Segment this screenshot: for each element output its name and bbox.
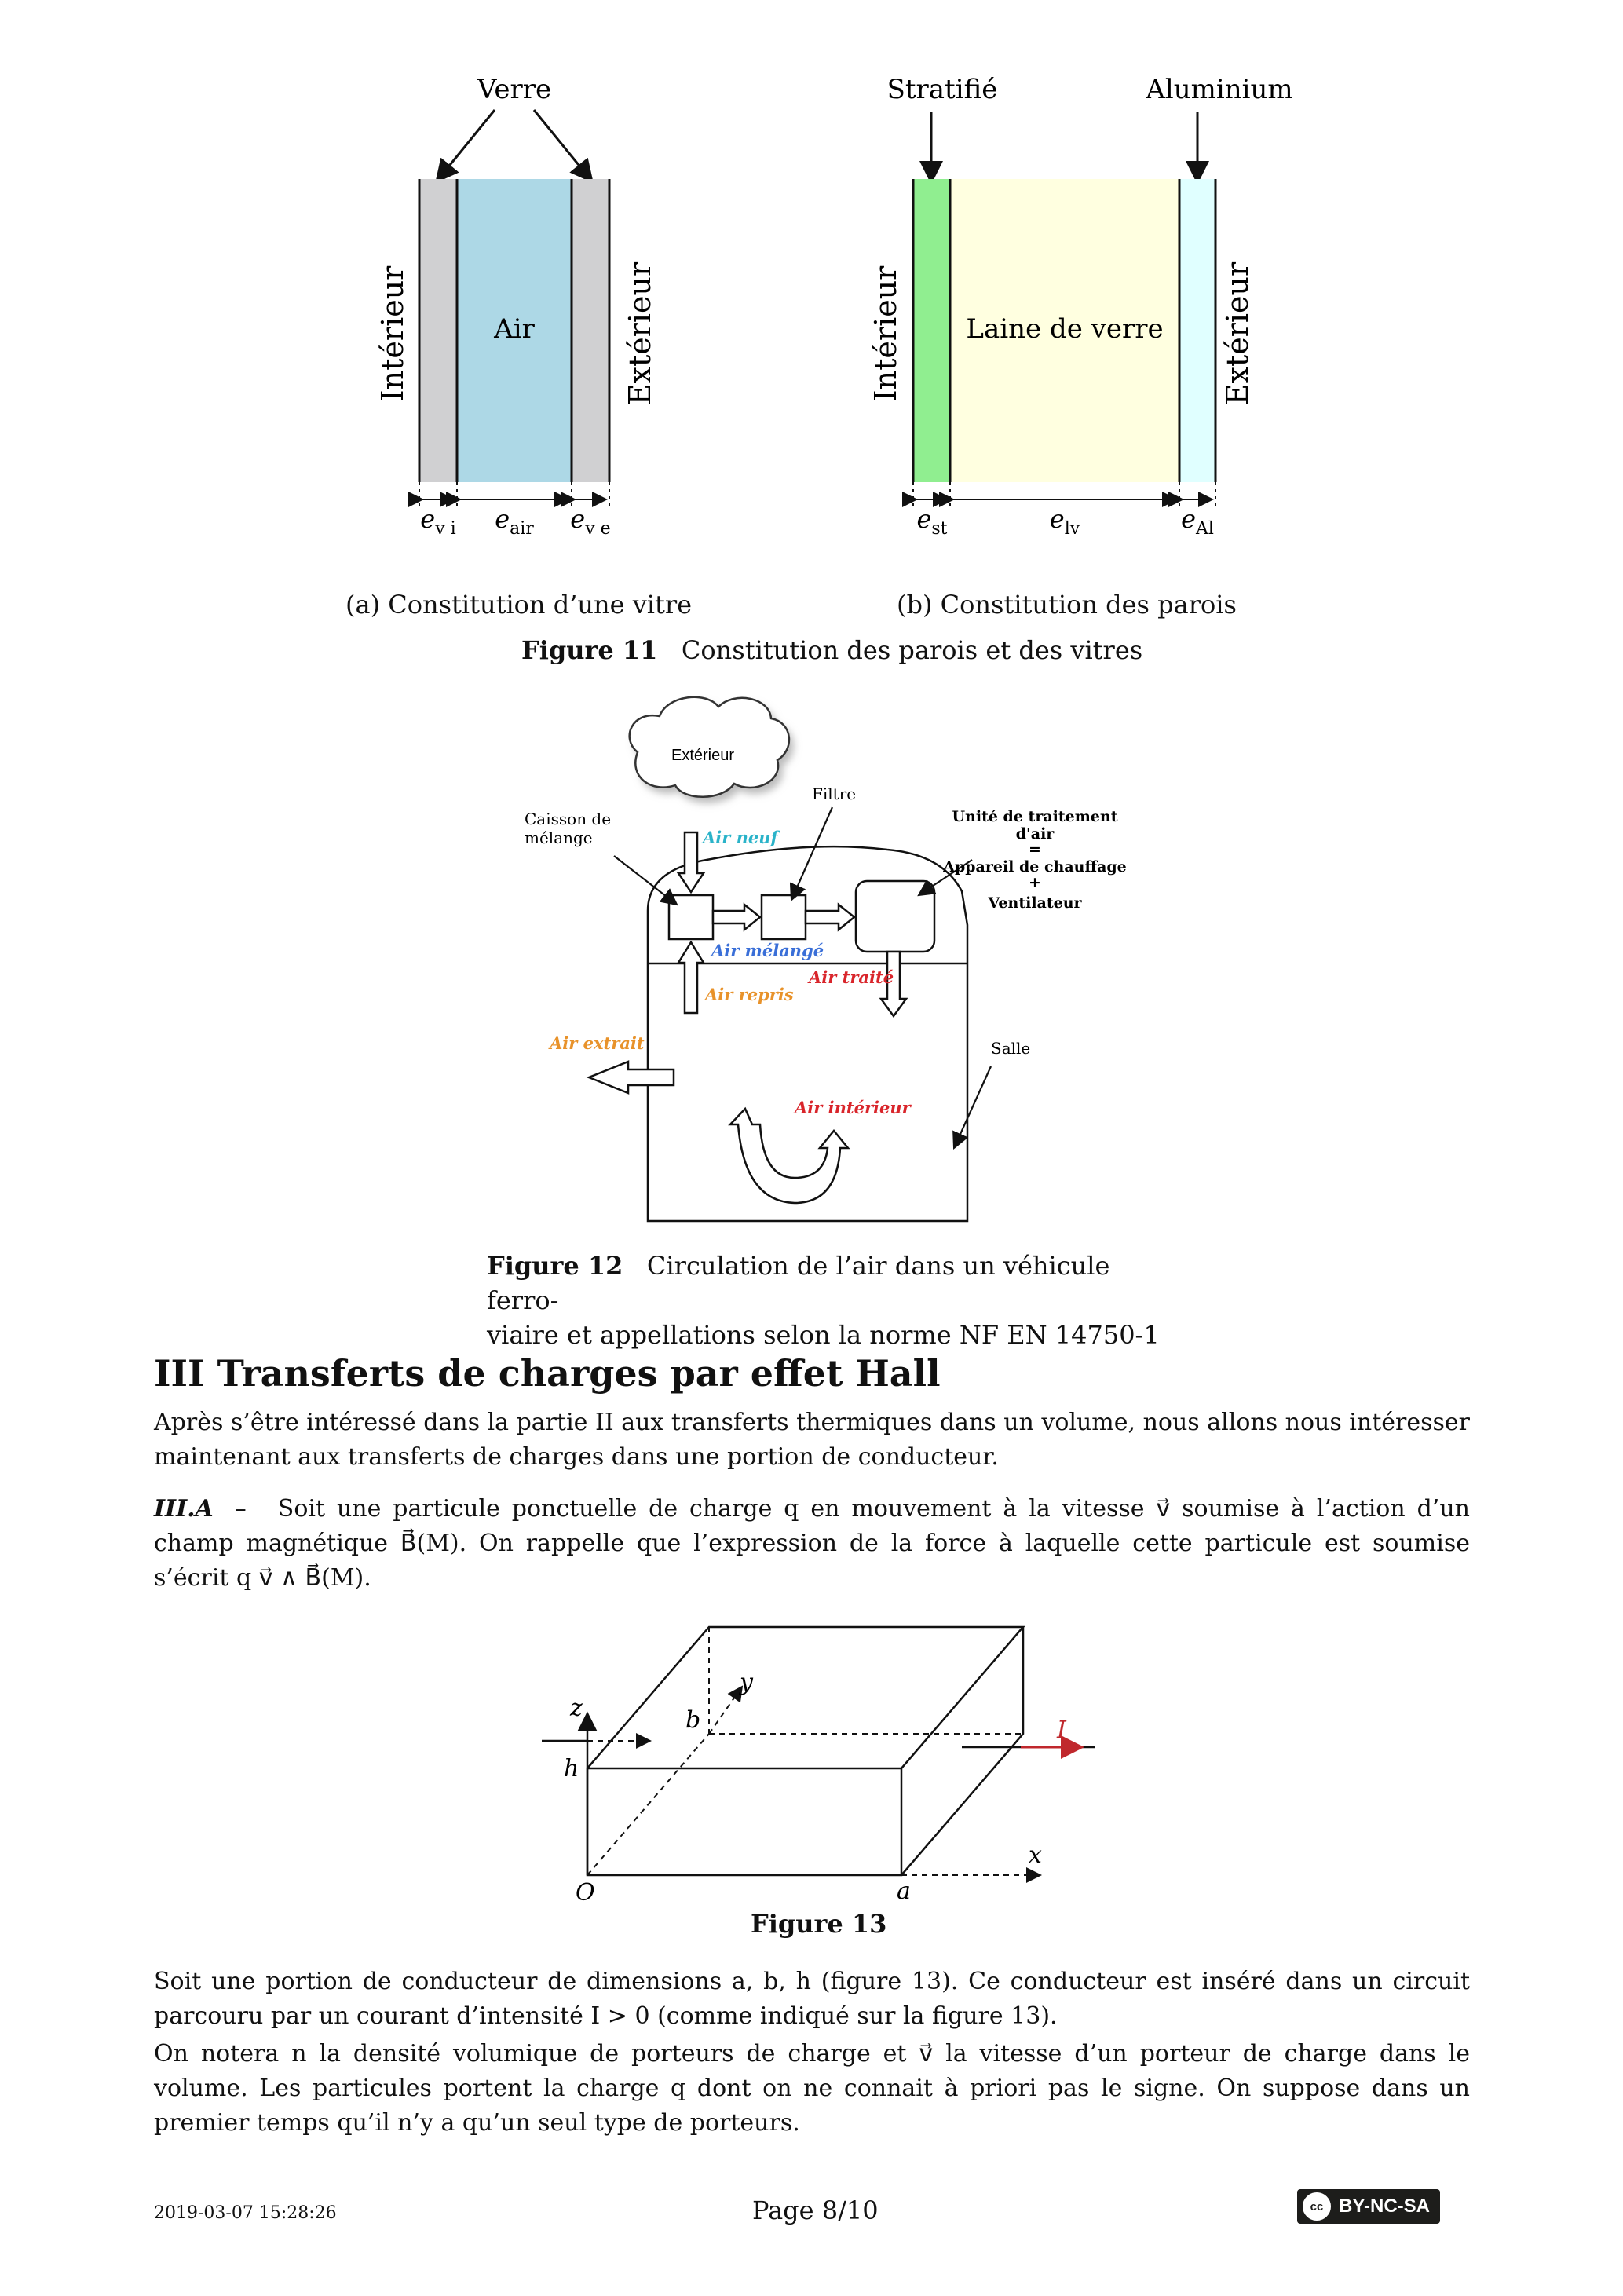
air-label: Air [494, 313, 535, 345]
y-axis [709, 1687, 742, 1734]
h-label: h [564, 1755, 579, 1782]
aluminium-label: Aluminium [1146, 74, 1293, 105]
verre-arrow-right [534, 110, 592, 181]
figure-12-caption-label: Figure 12 [487, 1251, 623, 1281]
paroi-interieur-label: Intérieur [868, 265, 903, 402]
unit-label-4: Appareil de chauffage [943, 858, 1127, 876]
filtre-label: Filtre [811, 784, 857, 803]
paragraph-1: Soit une portion de conducteur de dimensions a, b, h (figure 13). Ce conducteur est inséré dans un circuit parcouru par un courant d’intensité I > 0 (comme indiqué sur la figure 13). [154, 1968, 1470, 2030]
air-extrait-label: Air extrait [550, 1033, 645, 1053]
caisson-label-1: Caisson de [525, 810, 612, 828]
cloud-label: Extérieur [671, 747, 735, 764]
laine-verre-label: Laine de verre [966, 313, 1164, 345]
unit-label-1: Unité de traitement [952, 808, 1118, 825]
section-intro: Après s’être intéressé dans la partie II aux transferts thermiques dans un volume, nous allons nous intéresser maintenant aux transferts de charges dans une portion de conducteur. [154, 1409, 1470, 1471]
filtre-pointer [791, 807, 832, 900]
y-label: y [740, 1669, 753, 1696]
cc-icon: cc [1303, 2192, 1331, 2221]
stratifie-label: Stratifié [886, 74, 998, 105]
exterieur-cloud [630, 697, 794, 803]
question-dash: – [234, 1495, 247, 1523]
dim-est: $e_{st}$ [916, 504, 948, 539]
figure-11b-caption: (b) Constitution des parois [897, 590, 1237, 620]
origin-label: O [576, 1879, 595, 1907]
section-title: III Transferts de charges par effet Hall [154, 1352, 941, 1395]
unit-label-3: = [1029, 841, 1041, 858]
air-repris-arrow [678, 942, 704, 1013]
figure-11-diagram [0, 0, 1623, 597]
unit-label-2: d'air [1015, 825, 1055, 843]
figure-12-diagram [0, 691, 1623, 1241]
b-label: b [685, 1706, 701, 1734]
vitre-glass-outer [572, 179, 609, 482]
footer-timestamp: 2019-03-07 15:28:26 [154, 2203, 337, 2223]
figure-11-caption-text: Constitution des parois et des vitres [681, 635, 1143, 665]
air-repris-label: Air repris [705, 985, 794, 1004]
figure-12-caption-line1: Circulation de l’air dans un véhicule ferro- [487, 1251, 1110, 1315]
filtre-box [762, 895, 806, 939]
air-traite-label: Air traité [809, 967, 894, 987]
dim-eair: $e_{air}$ [495, 504, 534, 539]
figure-11-caption-label: Figure 11 [521, 635, 658, 665]
dim-eal: $e_{Al}$ [1181, 504, 1214, 539]
figure-11a-caption: (a) Constitution d’une vitre [345, 590, 693, 620]
figure-13-diagram [0, 1602, 1623, 1932]
question-III-A [154, 1492, 1470, 1596]
a-label: a [897, 1877, 911, 1905]
air-extrait-arrow [589, 1062, 674, 1093]
block-right-face [901, 1627, 1023, 1875]
figure-12-caption-line2: viaire et appellations selon la norme NF EN 14750-1 [487, 1320, 1160, 1350]
air-interieur-label: Air intérieur [795, 1098, 911, 1117]
salle-pointer [954, 1066, 991, 1148]
arrow-between-box1-box2 [713, 905, 760, 930]
air-melange-label: Air mélangé [711, 941, 824, 960]
salle-label: Salle [991, 1039, 1031, 1058]
question-label: III.A [154, 1495, 214, 1523]
block-top-face [587, 1627, 1023, 1768]
license-text: BY-NC-SA [1339, 2195, 1431, 2217]
paroi-aluminium [1179, 179, 1215, 482]
block-front-face [587, 1768, 901, 1875]
vitre-exterieur-label: Extérieur [623, 261, 657, 406]
verre-label: Verre [477, 74, 552, 105]
current-label: I [1057, 1717, 1066, 1744]
air-interieur-uturn-arrow [730, 1109, 848, 1203]
z-label: z [570, 1695, 583, 1722]
paroi-stratifie [913, 179, 950, 482]
arrow-between-box2-unit [806, 905, 854, 930]
footer-page-number: Page 8/10 [752, 2195, 879, 2225]
verre-arrow-left [437, 110, 495, 181]
vitre-glass-inner [419, 179, 457, 482]
x-label: x [1029, 1841, 1042, 1869]
figure-13-caption: Figure 13 [751, 1909, 887, 1939]
caisson-pointer [614, 856, 677, 905]
air-neuf-label: Air neuf [703, 828, 778, 847]
caisson-melange-box [669, 895, 713, 939]
figure-11-caption [521, 633, 1142, 667]
dim-eve: $e_{v e}$ [570, 504, 611, 539]
caisson-label-2: mélange [525, 828, 593, 847]
paragraph-2: On notera n la densité volumique de porteurs de charge et v⃗ la vitesse d’un porteur de charge dans le volume. Les particules portent la charge q dont on ne connait à priori pas le signe. On suppose dans un premier temps qu’il n’y a qu’un seul type de porteurs. [154, 2040, 1470, 2137]
dim-evi: $e_{v i}$ [420, 504, 456, 539]
license-badge[interactable] [1297, 2189, 1440, 2224]
air-neuf-arrow [678, 832, 704, 892]
dim-elv: $e_{lv}$ [1049, 504, 1080, 539]
figure-12-caption [487, 1249, 1162, 1352]
unit-label-6: Ventilateur [988, 894, 1082, 912]
question-text: Soit une particule ponctuelle de charge q en mouvement à la vitesse v⃗ soumise à l’action d’un champ magnétique B⃗(M). On rappelle que l’expression de la force à laquelle cette particule est soumise s’écrit q v⃗ ∧ B⃗(M). [154, 1495, 1470, 1592]
paroi-exterieur-label: Extérieur [1220, 261, 1255, 406]
unit-label-5: + [1029, 874, 1041, 891]
vitre-interieur-label: Intérieur [375, 265, 410, 402]
